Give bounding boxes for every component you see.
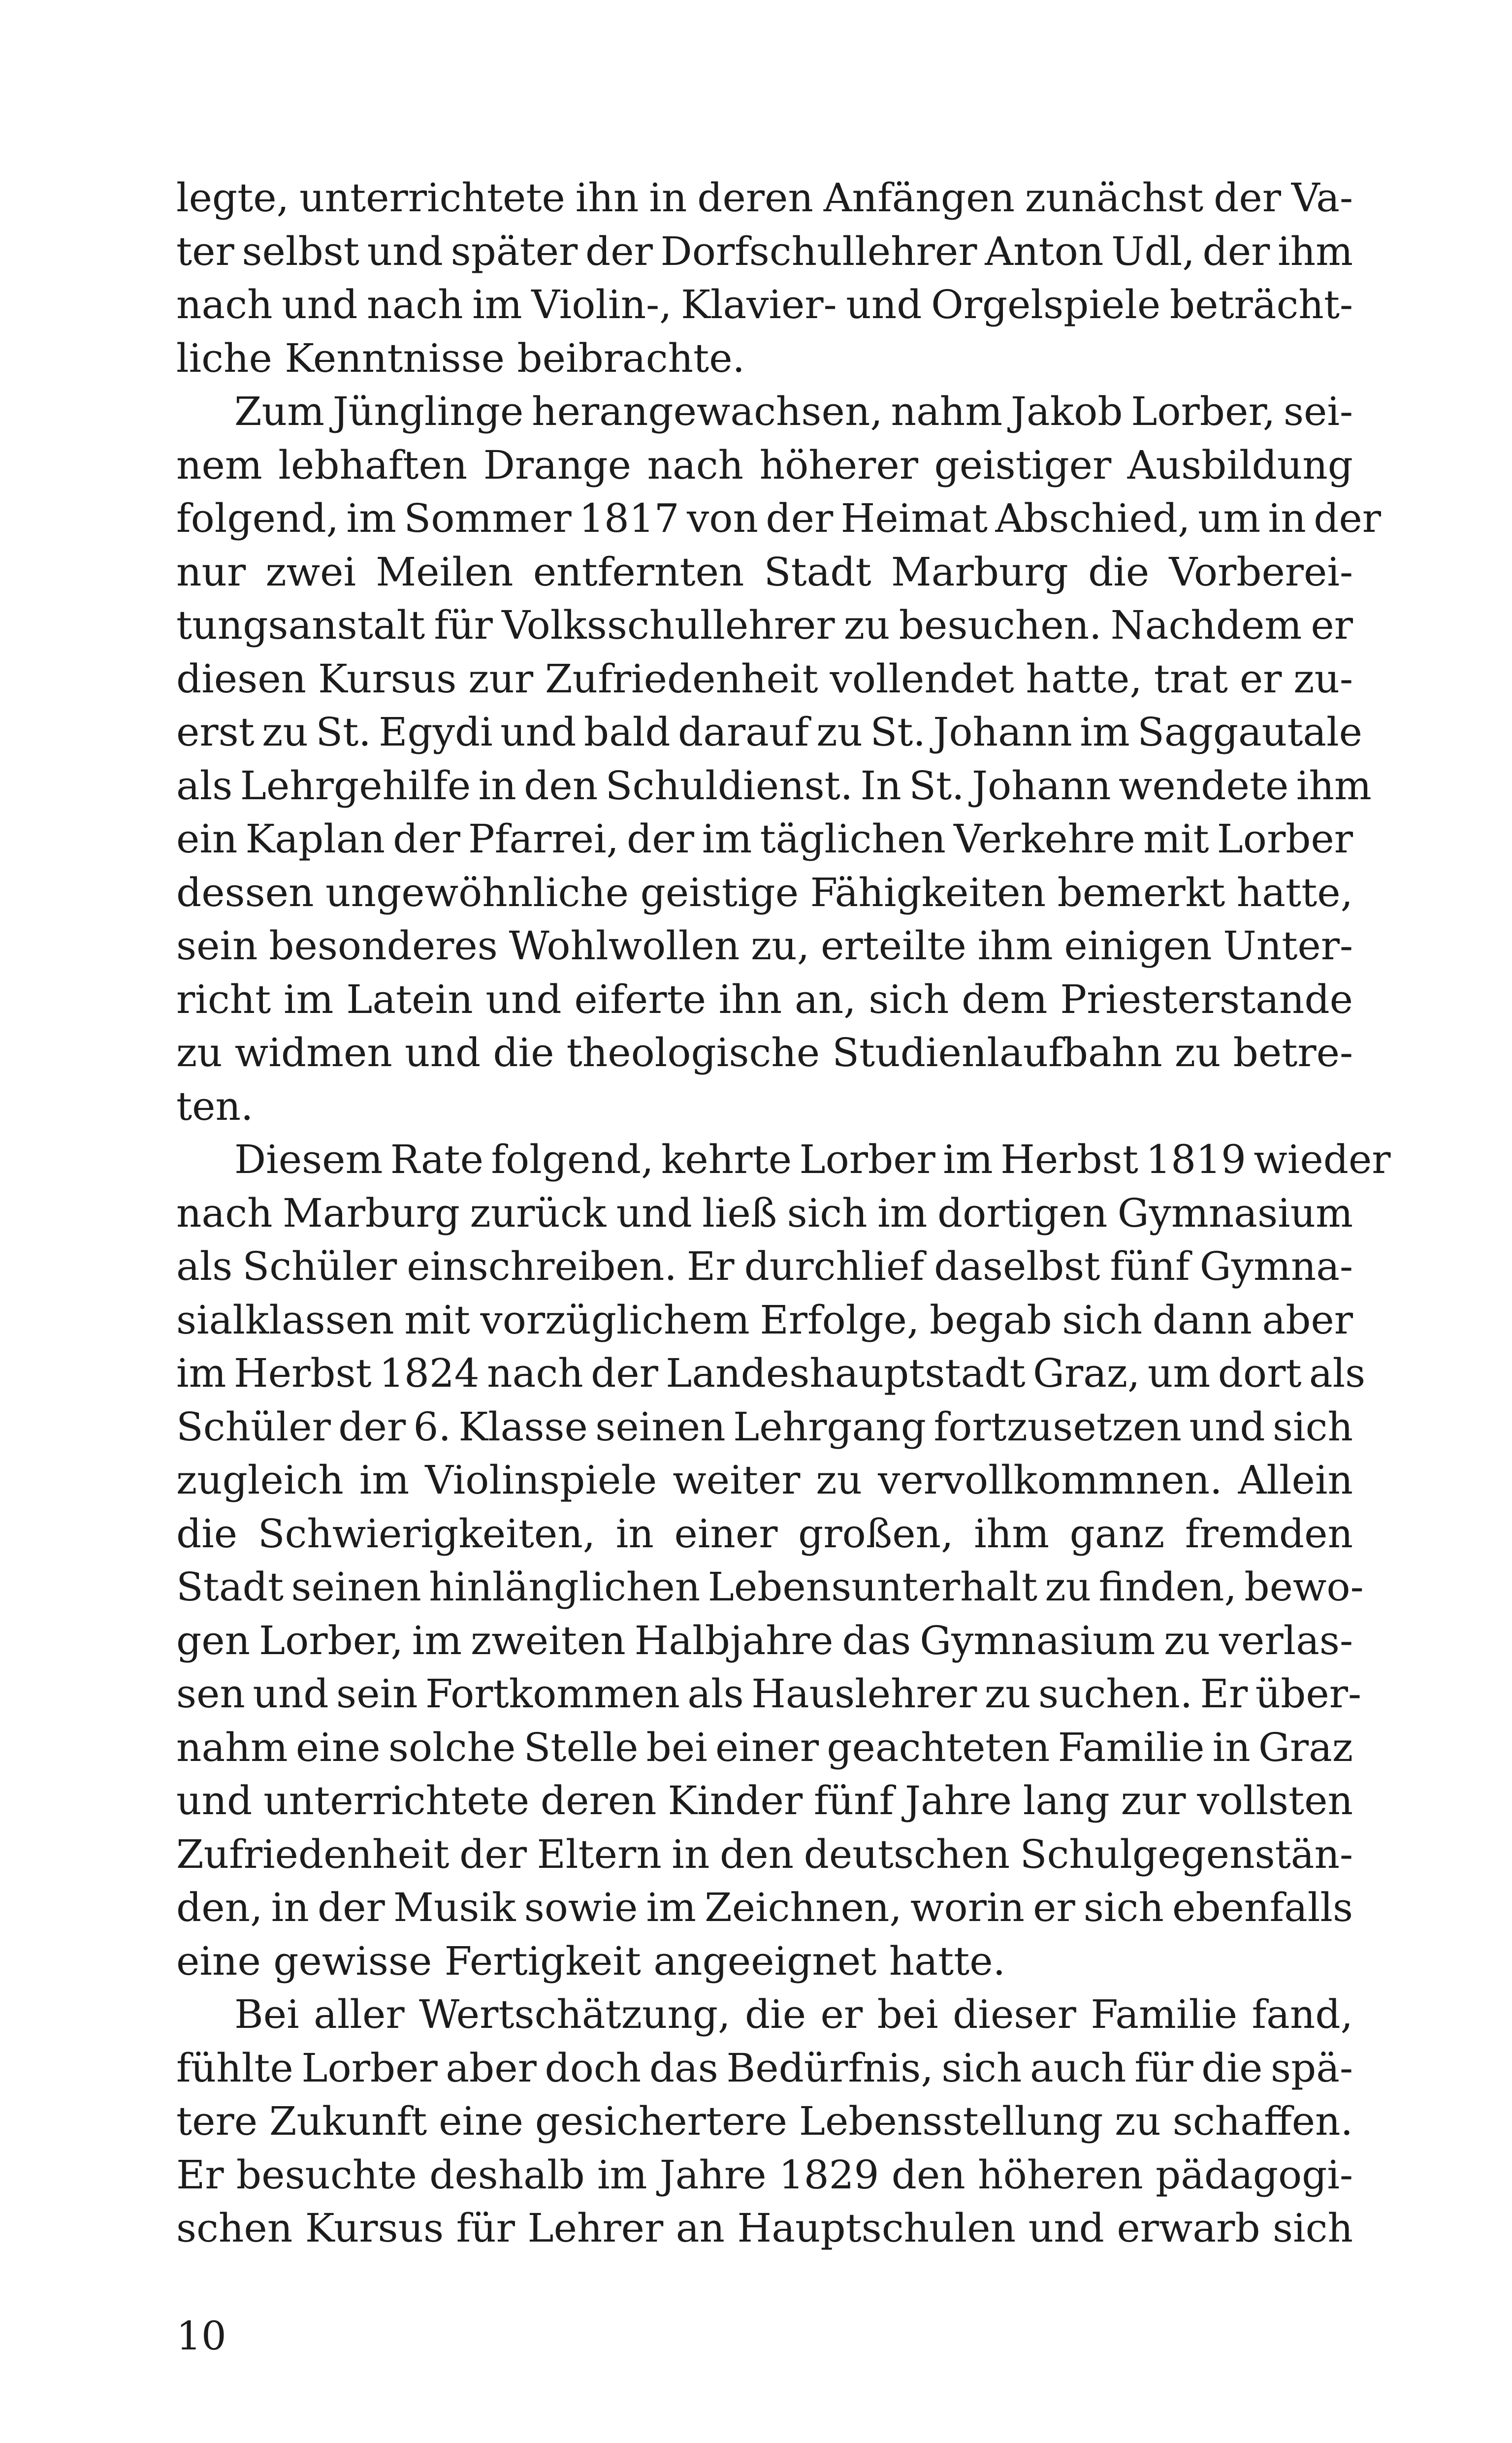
text-line: sen und sein Fortkommen als Hauslehrer zu suchen. Er über- xyxy=(176,1671,1361,1717)
text-line: Er besuchte deshalb im Jahre 1829 den höheren pädagogi- xyxy=(176,2151,1353,2198)
text-line: Diesem Rate folgend, kehrte Lorber im Herbst 1819 wieder xyxy=(234,1137,1391,1182)
text-line: dessen ungewöhnliche geistige Fähigkeiten bemerkt hatte, xyxy=(176,869,1353,915)
text-line: erst zu St. Egydi und bald darauf zu St. Johann im Saggautale xyxy=(176,709,1363,755)
text-line: nahm eine solche Stelle bei einer geachteten Familie in Graz xyxy=(176,1724,1353,1770)
text-line: ten. xyxy=(176,1083,254,1129)
text-line: zugleich im Violinspiele weiter zu vervollkommnen. Allein xyxy=(176,1457,1353,1503)
text-line: tere Zukunft eine gesichertere Lebensstellung zu schaffen. xyxy=(176,2098,1353,2144)
text-line: folgend, im Sommer 1817 von der Heimat Abschied, um in der xyxy=(176,495,1381,541)
text-line: Zum Jünglinge herangewachsen, nahm Jakob Lorber, sei- xyxy=(234,389,1353,434)
text-line: Schüler der 6. Klasse seinen Lehrgang fortzusetzen und sich xyxy=(176,1403,1353,1450)
text-line: eine gewisse Fertigkeit angeeignet hatte. xyxy=(176,1938,1006,1984)
text-line: nach und nach im Violin-, Klavier- und Orgelspiele beträcht- xyxy=(176,282,1353,327)
text-line: als Schüler einschreiben. Er durchlief daselbst fünf Gymna- xyxy=(176,1243,1353,1289)
text-line: fühlte Lorber aber doch das Bedürfnis, sich auch für die spä- xyxy=(176,2045,1353,2091)
text-line: sialklassen mit vorzüglichem Erfolge, begab sich dann aber xyxy=(176,1297,1353,1343)
text-line: legte, unterrichtete ihn in deren Anfängen zunächst der Va- xyxy=(176,175,1353,221)
text-line: nur zwei Meilen entfernten Stadt Marburg die Vorberei- xyxy=(176,549,1353,595)
text-line: Stadt seinen hinlänglichen Lebensunterhalt zu finden, bewo- xyxy=(176,1564,1364,1610)
text-line: nach Marburg zurück und ließ sich im dortigen Gymnasium xyxy=(176,1190,1353,1236)
text-line: Zufriedenheit der Eltern in den deutschen Schulgegenstän- xyxy=(176,1831,1353,1877)
page-number: 10 xyxy=(176,2313,226,2359)
text-line: als Lehrgehilfe in den Schuldienst. In St. Johann wendete ihm xyxy=(176,762,1372,809)
text-line: den, in der Musik sowie im Zeichnen, worin er sich ebenfalls xyxy=(176,1885,1353,1930)
text-line: richt im Latein und eiferte ihn an, sich dem Priesterstande xyxy=(176,976,1353,1022)
text-line: liche Kenntnisse beibrachte. xyxy=(176,335,745,381)
text-line: zu widmen und die theologische Studienlaufbahn zu betre- xyxy=(176,1030,1353,1075)
body-text xyxy=(176,171,1391,2255)
text-line: im Herbst 1824 nach der Landeshauptstadt Graz, um dort als xyxy=(176,1350,1366,1396)
text-line: tungsanstalt für Volksschullehrer zu besuchen. Nachdem er xyxy=(176,602,1353,648)
text-line: ein Kaplan der Pfarrei, der im täglichen Verkehre mit Lorber xyxy=(176,816,1353,862)
text-line: nem lebhaften Drange nach höherer geistiger Ausbildung xyxy=(176,442,1353,488)
text-line: ter selbst und später der Dorfschullehrer Anton Udl, der ihm xyxy=(176,228,1353,274)
text-line: gen Lorber, im zweiten Halbjahre das Gymnasium zu verlas- xyxy=(176,1617,1353,1663)
text-line: sein besonderes Wohlwollen zu, erteilte ihm einigen Unter- xyxy=(176,923,1353,969)
text-line: und unterrichtete deren Kinder fünf Jahre lang zur vollsten xyxy=(176,1778,1353,1824)
text-line: schen Kursus für Lehrer an Hauptschulen und erwarb sich xyxy=(176,2205,1353,2251)
text-line: die Schwierigkeiten, in einer großen, ihm ganz fremden xyxy=(176,1510,1353,1557)
text-line: Bei aller Wertschätzung, die er bei dieser Familie fand, xyxy=(234,1991,1353,2037)
text-line: diesen Kursus zur Zufriedenheit vollendet hatte, trat er zu- xyxy=(176,655,1353,702)
